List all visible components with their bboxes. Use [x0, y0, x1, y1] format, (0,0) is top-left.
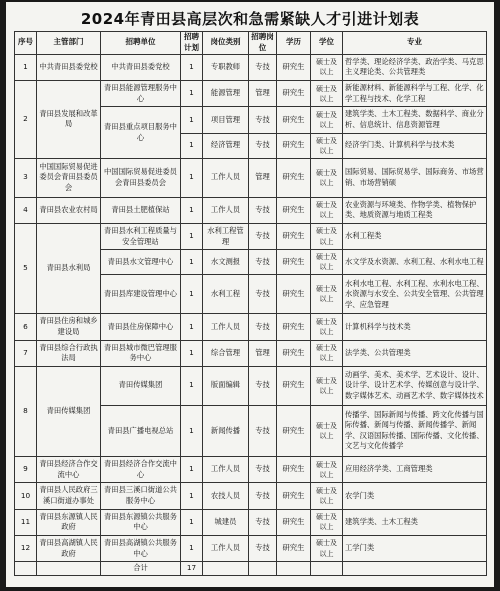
department-cell: 青田传媒集团: [37, 366, 101, 456]
plan-count-cell: 1: [181, 107, 203, 133]
table-row: [15, 483, 487, 509]
post-name-cell: 城建员: [203, 509, 249, 535]
post-category-cell: 专技: [249, 314, 277, 340]
recruiting-unit-cell: 青田传媒集团: [101, 366, 181, 405]
post-category-cell: 专技: [249, 509, 277, 535]
plan-count-cell: 1: [181, 314, 203, 340]
post-name-cell: 经济管理: [203, 133, 249, 158]
degree-cell: 硕士及以上: [311, 275, 343, 314]
department-cell: 青田县高湖镇人民政府: [37, 535, 101, 561]
recruiting-unit-cell: 青田县住房保障中心: [101, 314, 181, 340]
post-category-cell: 专技: [249, 366, 277, 405]
department-cell: 青田县住房和城乡建设局: [37, 314, 101, 340]
education-cell: 研究生: [277, 483, 311, 509]
header-cell: 招聘计划: [181, 32, 203, 55]
recruiting-unit-cell: 青田县东源镇公共服务中心: [101, 509, 181, 535]
major-cell: 国际贸易、国际贸易学、国际商务、市场营销、市场营销硕: [343, 158, 487, 197]
row-number: 5: [15, 223, 37, 313]
recruiting-unit-cell: 青田县水利工程质量与安全管理站: [101, 223, 181, 249]
recruiting-unit-cell: 青田县重点项目服务中心: [101, 107, 181, 159]
education-cell: 研究生: [277, 405, 311, 456]
post-category-cell: 管理: [249, 158, 277, 197]
row-number: 10: [15, 483, 37, 509]
table-row: [15, 340, 487, 366]
total-empty-cell: [311, 562, 343, 576]
post-category-cell: 专技: [249, 197, 277, 223]
education-cell: 研究生: [277, 314, 311, 340]
plan-count-cell: 1: [181, 54, 203, 80]
post-category-cell: 专技: [249, 223, 277, 249]
degree-cell: 硕士及以上: [311, 405, 343, 456]
post-category-cell: 专技: [249, 250, 277, 275]
table-row: [15, 81, 487, 107]
post-name-cell: 水利工程管理: [203, 223, 249, 249]
recruiting-unit-cell: 青田县经济合作交流中心: [101, 457, 181, 483]
post-category-cell: 专技: [249, 535, 277, 561]
plan-count-cell: 1: [181, 535, 203, 561]
total-empty-cell: [277, 562, 311, 576]
department-cell: 青田县经济合作交流中心: [37, 457, 101, 483]
degree-cell: 硕士及以上: [311, 81, 343, 107]
post-category-cell: 专技: [249, 405, 277, 456]
major-cell: 农业资源与环境类、作物学类、植物保护类、地质资源与地质工程类: [343, 197, 487, 223]
plan-count-cell: 1: [181, 197, 203, 223]
post-name-cell: 工作人员: [203, 457, 249, 483]
row-number: 12: [15, 535, 37, 561]
department-cell: 青田县人民政府三溪口街道办事处: [37, 483, 101, 509]
header-cell: 招聘单位: [101, 32, 181, 55]
row-number: 2: [15, 81, 37, 159]
education-cell: 研究生: [277, 81, 311, 107]
post-name-cell: 能源管理: [203, 81, 249, 107]
plan-count-cell: 1: [181, 405, 203, 456]
post-name-cell: 工作人员: [203, 197, 249, 223]
plan-count-cell: 1: [181, 366, 203, 405]
table-header: [15, 32, 487, 55]
table-body: [15, 54, 487, 575]
degree-cell: 硕士及以上: [311, 133, 343, 158]
post-category-cell: 专技: [249, 107, 277, 133]
plan-count-cell: 1: [181, 483, 203, 509]
plan-count-cell: 1: [181, 158, 203, 197]
recruiting-unit-cell: 中国国际贸易促进委员会青田县委员会: [101, 158, 181, 197]
major-cell: 水利水电工程、水利工程、水利水电工程、水资源与水安全、公共安全管理、公共管理学、应急管理: [343, 275, 487, 314]
degree-cell: 硕士及以上: [311, 250, 343, 275]
total-empty-cell: [249, 562, 277, 576]
department-cell: 青田县发展和改革局: [37, 81, 101, 159]
header-row: [15, 32, 487, 55]
recruiting-unit-cell: 青田县三溪口街道公共服务中心: [101, 483, 181, 509]
post-name-cell: 农技人员: [203, 483, 249, 509]
department-cell: 中共青田县委党校: [37, 54, 101, 80]
recruiting-unit-cell: 青田县土肥植保站: [101, 197, 181, 223]
education-cell: 研究生: [277, 275, 311, 314]
post-name-cell: 项目管理: [203, 107, 249, 133]
plan-count-cell: 1: [181, 509, 203, 535]
department-cell: 青田县农业农村局: [37, 197, 101, 223]
education-cell: 研究生: [277, 366, 311, 405]
post-category-cell: 专技: [249, 54, 277, 80]
major-cell: 水文学及水资源、水利工程、水利水电工程: [343, 250, 487, 275]
degree-cell: 硕士及以上: [311, 223, 343, 249]
degree-cell: 硕士及以上: [311, 535, 343, 561]
major-cell: 水利工程类: [343, 223, 487, 249]
plan-count-cell: 1: [181, 223, 203, 249]
recruiting-unit-cell: 青田县高湖镇公共服务中心: [101, 535, 181, 561]
department-cell: 青田县水利局: [37, 223, 101, 313]
plan-count-cell: 1: [181, 133, 203, 158]
education-cell: 研究生: [277, 250, 311, 275]
page-title: 2024年青田县高层次和急需紧缺人才引进计划表: [80, 10, 420, 28]
plan-count-cell: 1: [181, 250, 203, 275]
post-category-cell: 专技: [249, 133, 277, 158]
table-row: [15, 197, 487, 223]
education-cell: 研究生: [277, 509, 311, 535]
major-cell: 动画学、美术、美术学、艺术设计、设计、设计学、设计艺术学、传媒创意与设计学、数字媒体艺术、动画艺术学、数字媒体技术: [343, 366, 487, 405]
post-category-cell: 管理: [249, 81, 277, 107]
row-number: 3: [15, 158, 37, 197]
education-cell: 研究生: [277, 457, 311, 483]
document-page: [6, 2, 494, 587]
degree-cell: 硕士及以上: [311, 340, 343, 366]
header-cell: 岗位类别: [203, 32, 249, 55]
total-plan-count: 17: [181, 562, 203, 576]
plan-count-cell: 1: [181, 457, 203, 483]
degree-cell: 硕士及以上: [311, 158, 343, 197]
total-empty-cell: [37, 562, 101, 576]
row-number: 9: [15, 457, 37, 483]
major-cell: 计算机科学与技术类: [343, 314, 487, 340]
table-row: [15, 223, 487, 249]
major-cell: 法学类、公共管理类: [343, 340, 487, 366]
table-row: [15, 54, 487, 80]
post-category-cell: 专技: [249, 483, 277, 509]
row-number: 11: [15, 509, 37, 535]
degree-cell: 硕士及以上: [311, 483, 343, 509]
recruitment-table: [14, 31, 487, 576]
row-number: 1: [15, 54, 37, 80]
header-cell: 序号: [15, 32, 37, 55]
total-empty-cell: [203, 562, 249, 576]
header-cell: 主管部门: [37, 32, 101, 55]
degree-cell: 硕士及以上: [311, 107, 343, 133]
row-number: 6: [15, 314, 37, 340]
plan-count-cell: 1: [181, 275, 203, 314]
table-row: [15, 509, 487, 535]
education-cell: 研究生: [277, 197, 311, 223]
degree-cell: 硕士及以上: [311, 366, 343, 405]
recruiting-unit-cell: 青田县水文管理中心: [101, 250, 181, 275]
degree-cell: 硕士及以上: [311, 314, 343, 340]
education-cell: 研究生: [277, 223, 311, 249]
total-label: 合计: [101, 562, 181, 576]
post-name-cell: 水文测报: [203, 250, 249, 275]
major-cell: 建筑学类、土木工程类: [343, 509, 487, 535]
post-name-cell: 工作人员: [203, 314, 249, 340]
header-cell: 专业: [343, 32, 487, 55]
degree-cell: 硕士及以上: [311, 54, 343, 80]
major-cell: 应用经济学类、工商管理类: [343, 457, 487, 483]
table-row: [15, 158, 487, 197]
major-cell: 经济学门类、计算机科学与技术类: [343, 133, 487, 158]
department-cell: 中国国际贸易促进委员会青田县委员会: [37, 158, 101, 197]
post-name-cell: 工作人员: [203, 158, 249, 197]
total-row: [15, 562, 487, 576]
education-cell: 研究生: [277, 158, 311, 197]
total-empty-cell: [343, 562, 487, 576]
major-cell: 新能源材料、新能源科学与工程、化学、化学工程与技术、化学工程: [343, 81, 487, 107]
major-cell: 工学门类: [343, 535, 487, 561]
recruiting-unit-cell: 中共青田县委党校: [101, 54, 181, 80]
education-cell: 研究生: [277, 340, 311, 366]
post-name-cell: 水利工程: [203, 275, 249, 314]
post-name-cell: 综合管理: [203, 340, 249, 366]
major-cell: 建筑学类、土木工程类、数据科学、商业分析、信息统计、信息资源管理: [343, 107, 487, 133]
table-row: [15, 535, 487, 561]
major-cell: 哲学类、理论经济学类、政治学类、马克思主义理论类、公共管理类: [343, 54, 487, 80]
post-category-cell: 专技: [249, 275, 277, 314]
plan-count-cell: 1: [181, 81, 203, 107]
degree-cell: 硕士及以上: [311, 509, 343, 535]
row-number: 7: [15, 340, 37, 366]
education-cell: 研究生: [277, 535, 311, 561]
recruiting-unit-cell: 青田县能源管理服务中心: [101, 81, 181, 107]
plan-count-cell: 1: [181, 340, 203, 366]
header-cell: 学位: [311, 32, 343, 55]
department-cell: 青田县东源镇人民政府: [37, 509, 101, 535]
education-cell: 研究生: [277, 133, 311, 158]
department-cell: 青田县综合行政执法局: [37, 340, 101, 366]
major-cell: 传播学、国际新闻与传播、跨文化传播与国际传播、新闻与传播、新闻传播学、新闻学、汉语国际传播、国际传播、文化传播、文艺与文化传播学: [343, 405, 487, 456]
total-empty-cell: [15, 562, 37, 576]
recruiting-unit-cell: 青田县城市微巴管理服务中心: [101, 340, 181, 366]
post-name-cell: 工作人员: [203, 535, 249, 561]
post-category-cell: 管理: [249, 340, 277, 366]
header-cell: 招聘岗位: [249, 32, 277, 55]
table-row: [15, 457, 487, 483]
education-cell: 研究生: [277, 107, 311, 133]
header-cell: 学历: [277, 32, 311, 55]
table-row: [15, 314, 487, 340]
major-cell: 农学门类: [343, 483, 487, 509]
degree-cell: 硕士及以上: [311, 457, 343, 483]
table-row: [15, 366, 487, 405]
degree-cell: 硕士及以上: [311, 197, 343, 223]
education-cell: 研究生: [277, 54, 311, 80]
post-name-cell: 专职教师: [203, 54, 249, 80]
recruiting-unit-cell: 青田县库建设管理中心: [101, 275, 181, 314]
post-name-cell: 新闻传播: [203, 405, 249, 456]
row-number: 4: [15, 197, 37, 223]
post-name-cell: 版面编辑: [203, 366, 249, 405]
recruiting-unit-cell: 青田县广播电视总站: [101, 405, 181, 456]
post-category-cell: 专技: [249, 457, 277, 483]
row-number: 8: [15, 366, 37, 456]
